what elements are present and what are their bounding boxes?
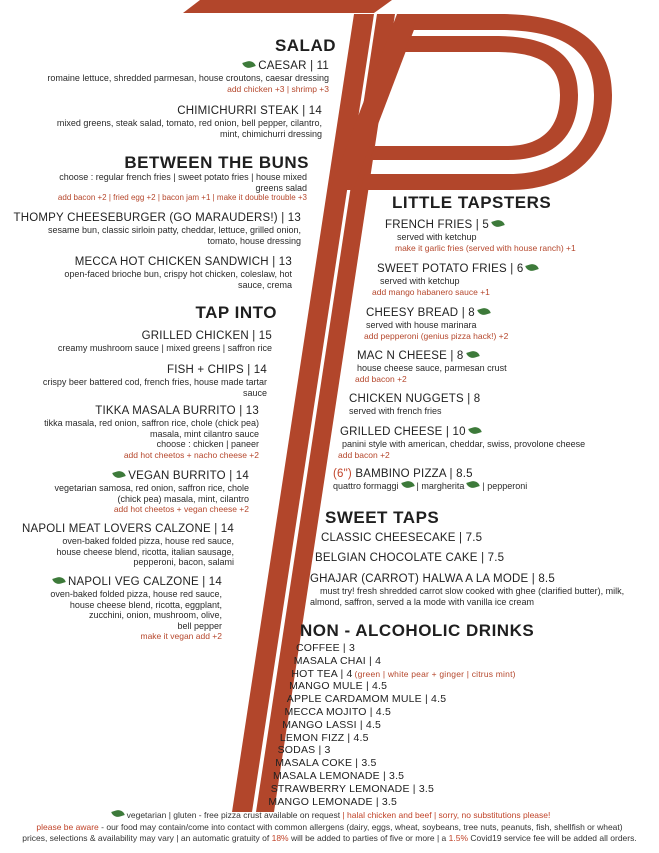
choose-line-1: choose : regular french fries | sweet potato fries | house mixed (59, 172, 307, 182)
drink-item (287, 693, 446, 706)
drink-name: MANGO LEMONADE | 3.5 (268, 795, 398, 808)
item-desc-2: house cheese blend, ricotta, eggplant, (69, 599, 222, 610)
pizza-option-pepperoni: | pepperoni (482, 481, 528, 491)
vegetarian-leaf-icon (52, 575, 66, 585)
vegetarian-leaf-icon (491, 218, 505, 228)
buns-choose (0, 172, 307, 204)
drink-name: MASALA LEMONADE | 3.5 (273, 770, 405, 782)
menu-item-caesar (0, 60, 329, 94)
item-desc-1: sesame bun, classic sirloin patty, cheddar, lettuce, grilled onion, (48, 225, 301, 235)
menu-item-tikka-burrito (0, 405, 259, 460)
item-name: MECCA HOT CHICKEN SANDWICH | 13 (74, 256, 292, 268)
aware-label: please be aware (36, 822, 99, 832)
sweet-taps-heading: SWEET TAPS (325, 508, 440, 527)
menu-item-veg-calzone (0, 576, 222, 642)
item-name: VEGAN BURRITO | 14 (128, 470, 249, 482)
item-addon: add mango habanero sauce +1 (372, 286, 490, 297)
item-name: NAPOLI MEAT LOVERS CALZONE | 14 (22, 523, 234, 535)
drink-item (271, 783, 434, 796)
item-addon: make it vegan add +2 (140, 631, 222, 641)
prices-text-c: Covid19 service fee will be added all orders. (470, 833, 637, 843)
item-name: CHICKEN NUGGETS | 8 (349, 393, 481, 405)
buns-addons: add bacon +2 | fried egg +2 | bacon jam +1 | make it double trouble +3 (57, 193, 307, 202)
vegetarian-leaf-icon (477, 306, 491, 316)
item-name: THOMPY CHEESEBURGER (GO MARAUDERS!) | 13 (13, 212, 301, 224)
item-desc: served with house marinara (366, 320, 477, 330)
menu-item-french-fries (385, 219, 655, 253)
drink-name: SODAS | 3 (277, 744, 331, 757)
item-desc-2: mint, chimichurri dressing (219, 128, 322, 139)
item-desc: served with ketchup (380, 276, 460, 286)
legend-halal: | halal chicken and beef (342, 810, 432, 820)
item-name: FISH + CHIPS | 14 (166, 364, 267, 376)
salad-heading: SALAD (274, 36, 336, 55)
legend-vegetarian: vegetarian (126, 810, 167, 820)
footer-prices (0, 833, 659, 844)
vegetarian-leaf-icon (466, 349, 480, 359)
item-desc-1: tikka masala, red onion, saffron rice, chole (chick pea) (44, 418, 259, 428)
top-bar-shape (183, 0, 392, 13)
little-tapsters-heading: LITTLE TAPSTERS (392, 193, 552, 212)
item-name: SWEET POTATO FRIES | 6 (377, 263, 524, 275)
menu-item-mac-n-cheese (357, 350, 637, 384)
item-name: BAMBINO PIZZA | 8.5 (355, 468, 473, 480)
item-desc: romaine lettuce, shredded parmesan, house croutons, caesar dressing (47, 73, 329, 83)
item-desc-2: sauce (242, 387, 267, 398)
drink-name: LEMON FIZZ | 4.5 (279, 731, 369, 744)
vegetarian-leaf-icon (242, 59, 256, 69)
item-desc-3: zucchini, onion, mushroom, olive, (88, 610, 222, 620)
choose-line-2: greens salad (255, 182, 307, 193)
drink-name: STRAWBERRY LEMONADE | 3.5 (270, 782, 435, 795)
footer-legend (0, 810, 659, 821)
item-name: CHIMICHURRI STEAK | 14 (177, 105, 322, 117)
item-addon: add bacon +2 (355, 373, 407, 384)
item-desc: creamy mushroom sauce | mixed greens | saffron rice (57, 343, 272, 353)
tap-into-heading: TAP INTO (195, 303, 277, 322)
prices-text-b: will be added to parties of five or more | a (290, 833, 447, 843)
menu-item-chimichurri (0, 105, 322, 139)
item-addon: add pepperoni (genius pizza hack!) +2 (364, 330, 509, 341)
menu-item-thompy (0, 212, 301, 246)
item-desc: served with ketchup (397, 232, 477, 242)
drink-name: MANGO LASSI | 4.5 (282, 718, 382, 731)
item-desc-1: oven-baked folded pizza, house red sauce, (62, 536, 234, 546)
item-desc-2: tomato, house dressing (207, 235, 301, 246)
drink-name: MASALA CHAI | 4 (293, 654, 382, 667)
menu-item-chicken-nuggets (349, 393, 629, 417)
drinks-heading: NON - ALCOHOLIC DRINKS (300, 621, 535, 640)
pizza-option-quattro: quattro formaggi (333, 481, 399, 491)
vegetarian-leaf-icon (468, 425, 482, 435)
legend-gluten: | gluten - free pizza crust available on request (168, 810, 341, 820)
drink-name: MANGO MULE | 4.5 (289, 680, 388, 693)
item-name: GHAJAR (CARROT) HALWA A LA MODE | 8.5 (310, 573, 555, 585)
item-desc-1: must try! fresh shredded carrot slow cooked with ghee (clarified butter), milk, (320, 586, 625, 596)
drink-item (275, 757, 376, 770)
item-desc-3: pepperoni, bacon, salami (133, 557, 234, 567)
covid-fee-value: 1.5% (448, 833, 469, 843)
vegetarian-leaf-icon (467, 479, 481, 489)
footer-allergens (0, 822, 659, 833)
menu-item-halwa (310, 573, 655, 607)
item-name: CAESAR | 11 (258, 60, 329, 72)
legend-sorry: | sorry, no substitutions please! (433, 810, 551, 820)
menu-item-belgian-cake: BELGIAN CHOCOLATE CAKE | 7.5 (315, 552, 505, 564)
drink-item (278, 744, 331, 757)
drink-name: MASALA COKE | 3.5 (275, 757, 377, 770)
prices-text-a: prices, selections & availability may vary | an automatic gratuity of (22, 833, 270, 843)
item-desc-1: crispy beer battered cod, french fries, house made tartar (42, 377, 267, 387)
item-name: NAPOLI VEG CALZONE | 14 (68, 576, 222, 588)
item-addon: add hot cheetos + nacho cheese +2 (123, 449, 259, 460)
drink-name: APPLE CARDAMOM MULE | 4.5 (286, 693, 447, 706)
item-desc-2: house cheese blend, ricotta, italian sausage, (56, 546, 234, 557)
item-addon: add hot cheetos + vegan cheese +2 (113, 504, 249, 514)
drink-name: MECCA MOJITO | 4.5 (284, 706, 391, 718)
item-desc-1: vegetarian samosa, red onion, saffron rice, chole (54, 483, 249, 493)
drink-name: COFFEE | 3 (296, 642, 355, 654)
item-desc-2: masala, mint cilantro sauce (149, 428, 259, 439)
drink-item (294, 655, 381, 668)
item-name: CHEESY BREAD | 8 (366, 307, 475, 319)
drink-item (280, 732, 369, 745)
tea-options: (green | white pear + ginger | citrus mint) (354, 668, 516, 679)
menu-item-cheesy-bread (366, 307, 646, 341)
menu-item-sweet-potato-fries (372, 263, 647, 297)
pizza-option-margherita: | margherita (416, 481, 465, 491)
item-desc-3: choose : chicken | paneer (156, 439, 259, 449)
item-desc-1: oven-baked folded pizza, house red sauce, (50, 589, 222, 599)
item-name: TIKKA MASALA BURRITO | 13 (95, 405, 259, 417)
item-desc-4: bell pepper (177, 620, 222, 631)
menu-item-fish-chips (0, 364, 267, 398)
item-addon: add chicken +3 | shrimp +3 (227, 83, 329, 94)
item-name: MAC N CHEESE | 8 (357, 350, 464, 362)
buns-heading: BETWEEN THE BUNS (124, 153, 309, 172)
gratuity-value: 18% (271, 833, 289, 843)
menu-item-cheesecake: CLASSIC CHEESECAKE | 7.5 (321, 532, 483, 544)
item-name: FRENCH FRIES | 5 (385, 219, 489, 231)
item-addon: make it garlic fries (served with house ranch) +1 (395, 242, 576, 253)
item-desc: panini style with american, cheddar, swiss, provolone cheese (342, 439, 586, 449)
menu-item-mecca-sandwich (0, 256, 292, 290)
item-desc-2: (chick pea) masala, mint, cilantro (117, 493, 249, 504)
item-desc: served with french fries (349, 406, 442, 416)
item-addon: add bacon +2 (338, 449, 390, 460)
menu-item-bambino-pizza (333, 468, 653, 492)
menu-item-grilled-cheese (340, 426, 650, 460)
drink-name: HOT TEA | 4 (291, 667, 353, 680)
item-desc-1: open-faced brioche bun, crispy hot chicken, coleslaw, hot (64, 269, 292, 279)
item-name: GRILLED CHEESE | 10 (340, 426, 466, 438)
drink-item (268, 796, 397, 809)
vegetarian-leaf-icon (111, 808, 125, 818)
item-desc-2: sauce, crema (237, 279, 292, 290)
pizza-size: (6") (333, 468, 352, 480)
aware-text: - our food may contain/come into contact with common allergens (dairy, eggs, wheat, soybeans, tree nuts, peanuts, fish, shellfish or wheat) (101, 822, 623, 832)
drink-item (273, 770, 404, 783)
drink-item (282, 719, 381, 732)
drink-item (289, 680, 387, 693)
menu-item-vegan-burrito (0, 470, 249, 515)
vegetarian-leaf-icon (112, 469, 126, 479)
item-desc-1: mixed greens, steak salad, tomato, red onion, bell pepper, cilantro, (56, 118, 322, 128)
vegetarian-leaf-icon (526, 262, 540, 272)
drink-item (291, 668, 515, 681)
item-desc: house cheese sauce, parmesan crust (357, 363, 507, 373)
vegetarian-leaf-icon (401, 479, 415, 489)
menu-item-grilled-chicken (0, 330, 272, 354)
drink-item (296, 642, 355, 655)
drink-item (285, 706, 392, 719)
menu-item-meat-calzone (0, 523, 234, 568)
item-name: GRILLED CHICKEN | 15 (141, 330, 272, 342)
item-desc-2: almond, saffron, served a la mode with vanilla ice cream (310, 596, 534, 607)
